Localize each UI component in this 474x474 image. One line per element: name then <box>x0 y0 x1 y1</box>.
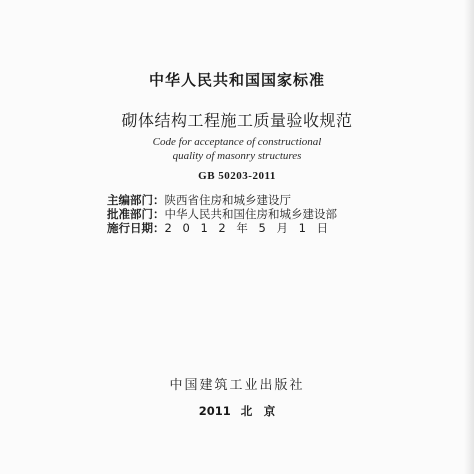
approver-department-label: 批准部门： <box>107 207 165 221</box>
editor-department-value: 陕西省住房和城乡建设厅 <box>164 193 291 207</box>
publisher-name: 中国建筑工业出版社 <box>169 378 305 393</box>
effective-date-row <box>107 220 332 236</box>
publication-info <box>0 403 474 419</box>
effective-date-label: 施行日期： <box>107 221 165 235</box>
publication-city: 北 京 <box>240 404 276 418</box>
publication-year: 2011 <box>198 404 231 418</box>
document-title-chinese: 砌体结构工程施工质量验收规范 <box>121 111 353 130</box>
editor-department-label: 主编部门： <box>107 193 165 207</box>
approver-department-value: 中华人民共和国住房和城乡建设部 <box>164 207 337 221</box>
standard-code: GB 50203-2011 <box>198 170 276 182</box>
effective-date-value: 2 0 1 2 年 5 月 1 日 <box>164 221 332 235</box>
document-title-english-line1: Code for acceptance of constructional <box>152 136 322 148</box>
document-title-english-line2: quality of masonry structures <box>172 150 302 162</box>
standard-label: 中华人民共和国国家标准 <box>148 71 325 89</box>
